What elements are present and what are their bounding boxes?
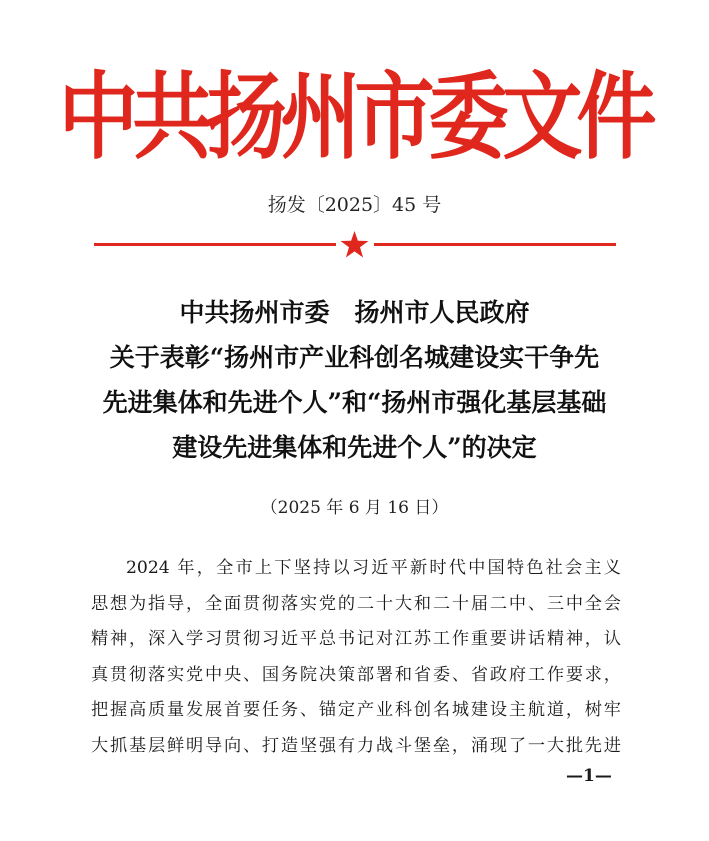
body-line: 精神，深入学习贯彻习近平总书记对江苏工作重要讲话精神，认	[91, 629, 621, 650]
body-line: 思想为指导，全面贯彻落实党的二十大和二十届二中、三中全会	[91, 593, 621, 614]
body-line: 大抓基层鲜明导向、打造坚强有力战斗堡垒，涌现了一大批先进	[91, 735, 621, 756]
red-masthead: 中共扬州市委文件	[58, 61, 651, 172]
document-number: 扬发〔2025〕45 号	[267, 194, 442, 216]
red-star-icon	[340, 231, 369, 258]
red-rule-left	[94, 243, 336, 246]
body-line: 把握高质量发展首要任务、锚定产业科创名城建设主航道，树牢	[91, 700, 621, 721]
body-line: 真贯彻落实党中央、国务院决策部署和省委、省政府工作要求，	[91, 664, 621, 685]
title-line: 中共扬州市委 扬州市人民政府	[179, 298, 530, 327]
title-line: 先进集体和先进个人”和“扬州市强化基层基础	[102, 388, 607, 417]
body-line: 2024 年，全市上下坚持以习近平新时代中国特色社会主义	[126, 558, 621, 578]
document-date: （2025 年 6 月 16 日）	[260, 498, 449, 518]
red-rule-right	[374, 243, 616, 246]
title-line: 关于表彰“扬州市产业科创名城建设实干争先	[109, 343, 600, 372]
body-text	[91, 551, 621, 765]
page-number: —1—	[566, 766, 612, 786]
document-title	[40, 290, 669, 470]
title-line: 建设先进集体和先进个人”的决定	[172, 433, 537, 462]
